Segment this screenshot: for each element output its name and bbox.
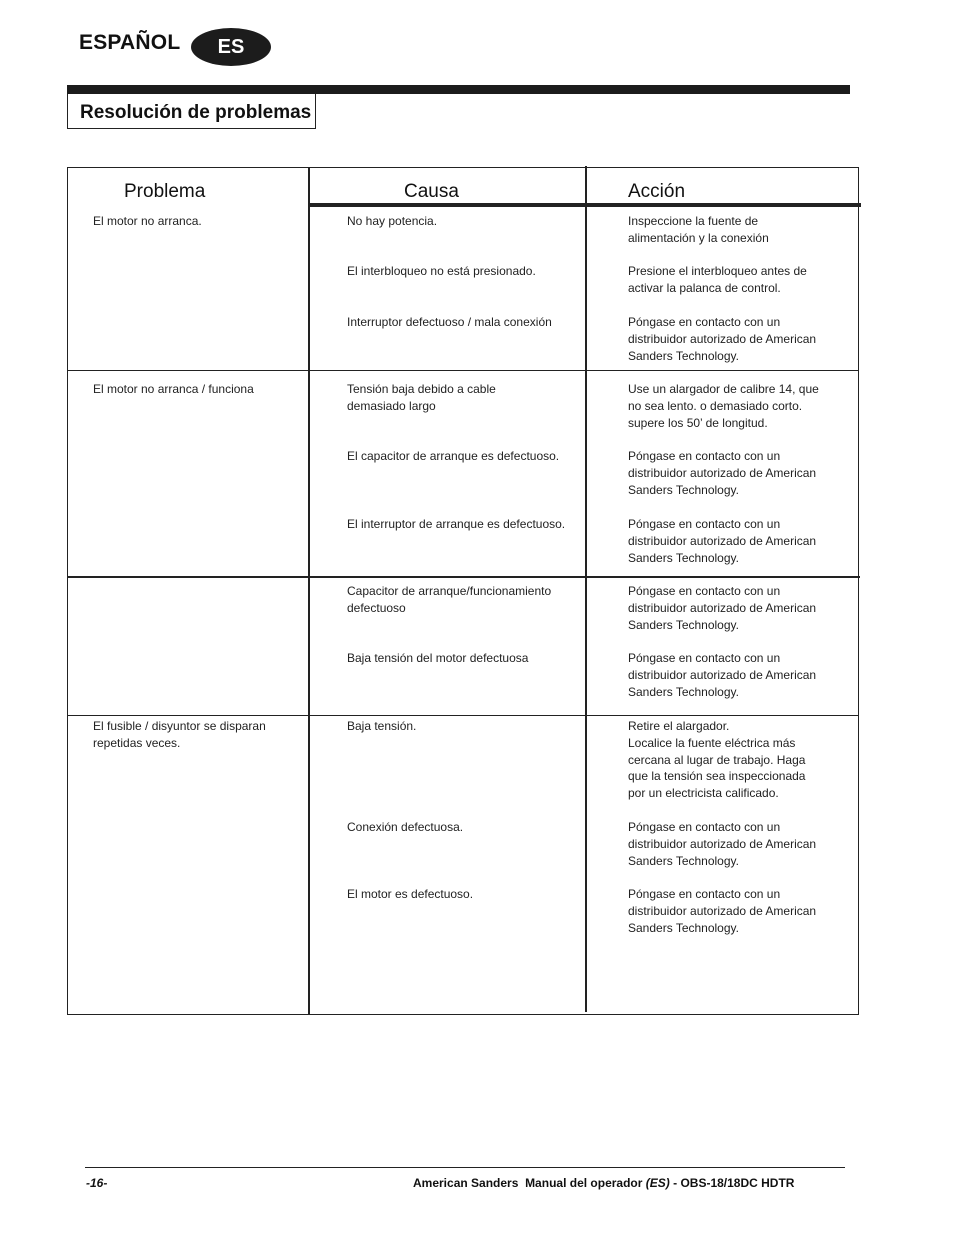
cell-line: distribuidor autorizado de American: [628, 667, 817, 682]
section-title: Resolución de problemas: [80, 102, 312, 123]
cell-line: supere los 50’ de longitud.: [628, 415, 768, 430]
cell-line: Póngase en contacto con un: [628, 584, 781, 598]
action-cell: [628, 819, 816, 869]
cell-line: alimentación y la conexión: [628, 230, 769, 245]
header-rule: [67, 85, 850, 94]
cell-line: El fusible / disyuntor se disparan: [93, 719, 266, 733]
problem-cell: [93, 381, 254, 398]
column-header-action: Acción: [628, 181, 686, 202]
cause-cell: [347, 381, 496, 415]
cell-line: Localice la fuente eléctrica más: [628, 735, 796, 750]
cell-line: activar la palanca de control.: [628, 280, 781, 295]
cause-cell: [347, 263, 536, 280]
cause-cell: [347, 886, 473, 903]
cell-line: Póngase en contacto con un: [628, 820, 781, 834]
cause-cell: [347, 819, 463, 836]
cell-line: distribuidor autorizado de American: [628, 465, 817, 480]
cell-line: Retire el alargador.: [628, 719, 730, 733]
cell-line: distribuidor autorizado de American: [628, 836, 817, 851]
cell-line: distribuidor autorizado de American: [628, 331, 817, 346]
footer-title: [413, 1176, 794, 1190]
cell-line: Sanders Technology.: [628, 920, 739, 935]
cell-line: que la tensión sea inspeccionada: [628, 769, 806, 784]
troubleshooting-table: [67, 167, 859, 1015]
cell-line: distribuidor autorizado de American: [628, 600, 817, 615]
action-cell: [628, 381, 819, 431]
action-cell: [628, 213, 769, 247]
footer-company: American Sanders: [413, 1176, 519, 1190]
cell-line: Presione el interbloqueo antes de: [628, 264, 807, 278]
action-cell: [628, 263, 807, 297]
cell-line: El motor no arranca / funciona: [93, 382, 254, 396]
cell-line: El interruptor de arranque es defectuoso.: [347, 517, 566, 531]
cell-line: Póngase en contacto con un: [628, 651, 781, 665]
header-underline: [309, 203, 861, 207]
cause-cell: [347, 583, 551, 617]
cause-cell: [347, 516, 565, 533]
cell-line: Baja tensión.: [347, 719, 417, 733]
cell-line: El capacitor de arranque es defectuoso.: [347, 449, 560, 463]
cell-line: distribuidor autorizado de American: [628, 533, 817, 548]
cell-line: Baja tensión del motor defectuosa: [347, 651, 529, 665]
action-cell: [628, 516, 816, 566]
column-header-cause: Causa: [404, 181, 459, 202]
cell-line: No hay potencia.: [347, 214, 438, 228]
action-cell: [628, 718, 805, 802]
footer-lang-code: (ES): [645, 1176, 670, 1190]
footer-manual: Manual del operador: [525, 1176, 643, 1190]
cell-line: demasiado largo: [347, 398, 436, 413]
cell-line: Póngase en contacto con un: [628, 449, 781, 463]
language-label: ESPAÑOL: [79, 31, 181, 54]
cell-line: Sanders Technology.: [628, 482, 739, 497]
cell-line: Sanders Technology.: [628, 684, 739, 699]
cell-line: Póngase en contacto con un: [628, 517, 781, 531]
cell-line: Interruptor defectuoso / mala conexión: [347, 315, 552, 329]
action-cell: [628, 650, 816, 700]
cell-line: Conexión defectuosa.: [347, 820, 464, 834]
cell-line: Inspeccione la fuente de: [628, 214, 759, 228]
row-divider: [68, 576, 860, 578]
cause-cell: [347, 213, 437, 230]
action-cell: [628, 448, 816, 498]
action-cell: [628, 583, 816, 633]
cell-line: El motor es defectuoso.: [347, 887, 474, 901]
action-cell: [628, 314, 816, 364]
page-number: -16-: [86, 1176, 108, 1190]
cell-line: Use un alargador de calibre 14, que: [628, 382, 819, 396]
cell-line: defectuoso: [347, 600, 406, 615]
footer-model: - OBS-18/18DC HDTR: [673, 1176, 795, 1190]
column-header-problem: Problema: [124, 181, 206, 202]
cause-cell: [347, 448, 559, 465]
footer-rule: [85, 1167, 845, 1168]
cell-line: por un electricista calificado.: [628, 786, 779, 801]
cell-line: Sanders Technology.: [628, 617, 739, 632]
cause-cell: [347, 314, 552, 331]
cell-line: repetidas veces.: [93, 735, 181, 750]
problem-cell: [93, 718, 266, 752]
cell-line: Póngase en contacto con un: [628, 315, 781, 329]
problem-cell: [93, 213, 202, 230]
cell-line: Capacitor de arranque/funcionamiento: [347, 584, 552, 598]
cause-cell: [347, 650, 528, 667]
cell-line: cercana al lugar de trabajo. Haga: [628, 752, 806, 767]
section-title-box: [67, 94, 316, 129]
row-divider: [68, 370, 858, 371]
cell-line: El interbloqueo no está presionado.: [347, 264, 536, 278]
cell-line: Sanders Technology.: [628, 853, 739, 868]
cause-cell: [347, 718, 416, 735]
row-divider: [68, 715, 858, 716]
cell-line: Tensión baja debido a cable: [347, 382, 496, 396]
cell-line: no sea lento. o demasiado corto.: [628, 398, 803, 413]
cell-line: Sanders Technology.: [628, 550, 739, 565]
column-divider: [585, 166, 587, 1012]
column-divider: [308, 168, 310, 1015]
cell-line: distribuidor autorizado de American: [628, 903, 817, 918]
cell-line: Póngase en contacto con un: [628, 887, 781, 901]
cell-line: El motor no arranca.: [93, 214, 202, 228]
language-code-badge: ES: [191, 28, 271, 66]
cell-line: Sanders Technology.: [628, 348, 739, 363]
action-cell: [628, 886, 816, 936]
